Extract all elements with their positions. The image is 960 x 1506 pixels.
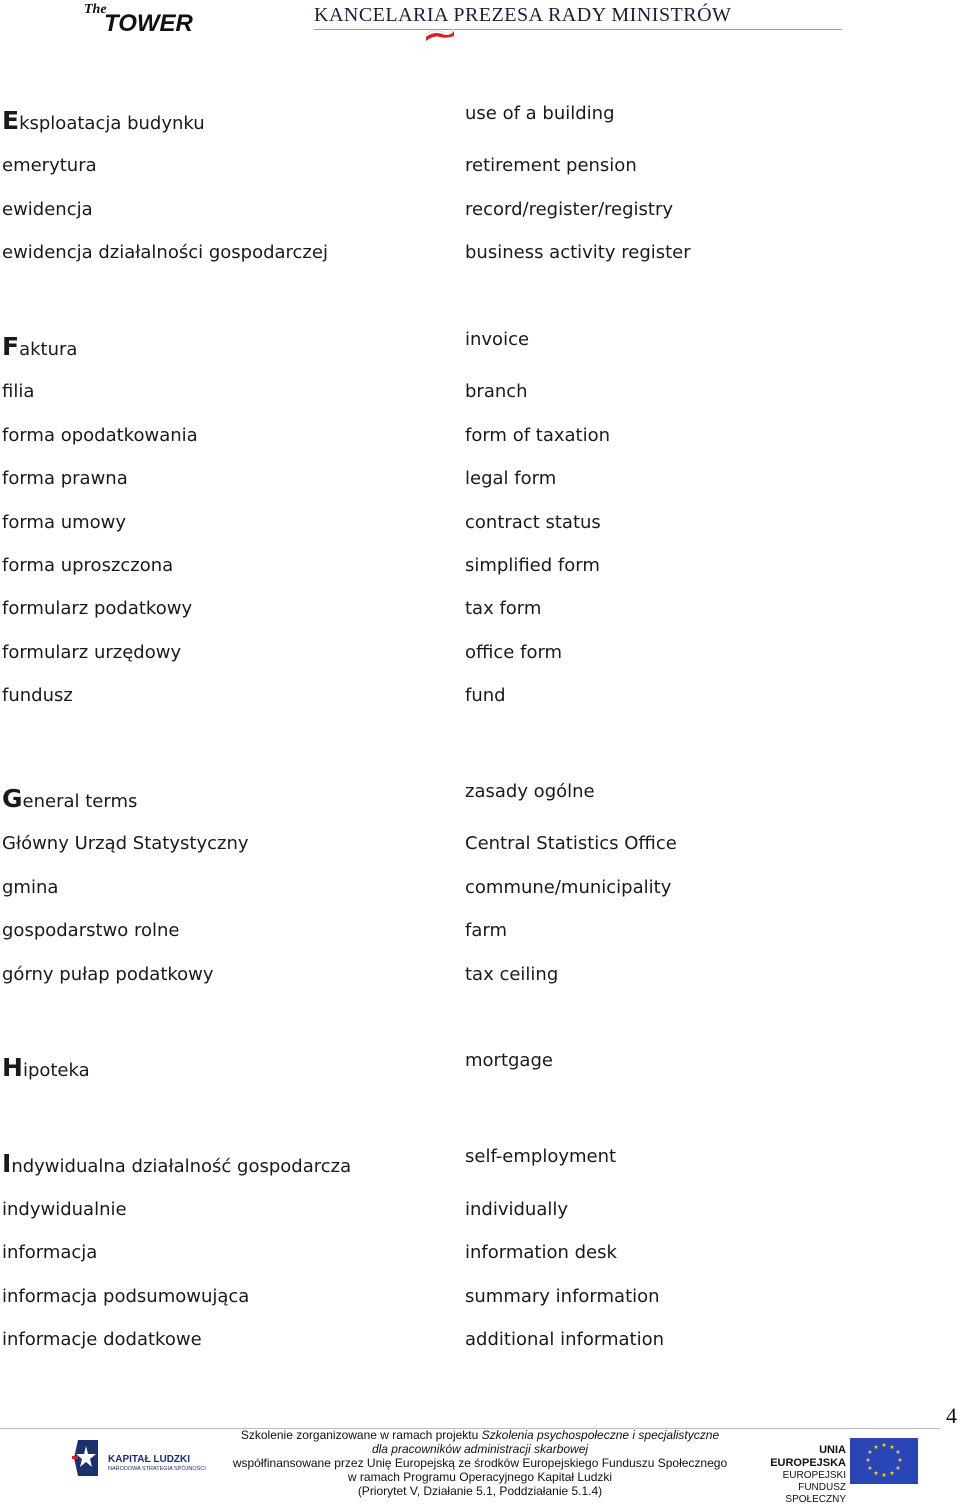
glossary-term: górny pułap podatkowy [2, 964, 214, 985]
svg-text:★: ★ [895, 1449, 901, 1456]
eu-flag-icon [850, 1438, 918, 1484]
glossary-translation: farm [465, 920, 507, 941]
glossary-translation: fund [465, 685, 506, 706]
glossary-translation: tax form [465, 598, 542, 619]
footer-line5: (Priorytet V, Działanie 5.1, Poddziałanie 5.1.4) [357, 1484, 603, 1498]
glossary-translation: tax ceiling [465, 964, 559, 985]
glossary-translation: use of a building [465, 103, 615, 124]
glossary-term: Faktura [2, 332, 78, 361]
glossary-translation: record/register/registry [465, 199, 674, 220]
svg-text:★: ★ [873, 1470, 879, 1477]
glossary-translation: information desk [465, 1242, 617, 1263]
glossary-term: ewidencja [2, 199, 93, 220]
footer-line4: w ramach Programu Operacyjnego Kapitał Ludzki [347, 1470, 613, 1484]
eu-label-line1: UNIA EUROPEJSKA [770, 1444, 846, 1469]
glossary-term: forma uproszczona [2, 555, 174, 576]
glossary-term: General terms [2, 784, 138, 813]
glossary-term: gmina [2, 877, 59, 898]
page-header [0, 0, 960, 50]
glossary-term: informacja [2, 1242, 98, 1263]
glossary-translation: individually [465, 1199, 569, 1220]
kapital-ludzki-emblem-icon [72, 1438, 102, 1478]
glossary-term: forma umowy [2, 512, 127, 533]
svg-text:★: ★ [895, 1465, 901, 1472]
svg-text:★: ★ [897, 1457, 903, 1464]
logo-tower-text: TOWER [104, 10, 193, 37]
svg-text:★: ★ [889, 1444, 895, 1451]
glossary-translation: summary information [465, 1286, 660, 1307]
glossary-term: formularz podatkowy [2, 598, 193, 619]
project-title: Szkolenia psychospołeczne i specjalistyczne [481, 1428, 720, 1442]
glossary-term: Hipoteka [2, 1053, 90, 1082]
glossary-translation: office form [465, 642, 563, 663]
kapital-ludzki-subtitle: NARODOWA STRATEGIA SPÓJNOŚCI [108, 1466, 206, 1472]
glossary-translation: zasady ogólne [465, 781, 595, 802]
glossary-term: fundusz [2, 685, 73, 706]
glossary-translation: business activity register [465, 242, 691, 263]
glossary-term: forma opodatkowania [2, 425, 198, 446]
project-funding-notice [220, 1428, 740, 1498]
glossary-translation: mortgage [465, 1050, 553, 1071]
glossary-translation: contract status [465, 512, 601, 533]
footer-line1: Szkolenie zorganizowane w ramach projektu [240, 1428, 482, 1442]
glossary-translation: self-employment [465, 1146, 617, 1167]
svg-text:★: ★ [865, 1457, 871, 1464]
glossary-term: informacje dodatkowe [2, 1329, 202, 1350]
svg-text:★: ★ [889, 1470, 895, 1477]
glossary-term: Główny Urząd Statystyczny [2, 833, 249, 854]
footer-line3: współfinansowane przez Unię Europejską ze środków Europejskiego Funduszu Społecznego [232, 1456, 728, 1470]
svg-text:★: ★ [881, 1442, 887, 1449]
eu-label-line2: EUROPEJSKI [782, 1470, 846, 1481]
polish-flag-icon [424, 28, 456, 42]
eu-fund-label [746, 1444, 846, 1506]
the-tower-logo [84, 2, 214, 42]
glossary-term: forma prawna [2, 468, 128, 489]
page-number: 4 [946, 1403, 957, 1428]
header-divider [314, 29, 842, 30]
glossary-translation: additional information [465, 1329, 665, 1350]
kapital-ludzki-title: KAPITAŁ LUDZKI [108, 1454, 191, 1465]
glossary-translation: legal form [465, 468, 557, 489]
svg-text:★: ★ [881, 1472, 887, 1479]
project-title-cont: dla pracowników administracji skarbowej [371, 1442, 589, 1456]
glossary-term: Eksploatacja budynku [2, 106, 205, 135]
institution-name: KANCELARIA PREZESA RADY MINISTRÓW [314, 4, 732, 26]
glossary-translation: invoice [465, 329, 530, 350]
glossary-term: formularz urzędowy [2, 642, 182, 663]
glossary-translation: simplified form [465, 555, 600, 576]
logo-the-text: The [84, 2, 107, 17]
glossary-term: gospodarstwo rolne [2, 920, 180, 941]
glossary-translation: commune/municipality [465, 877, 672, 898]
glossary-term: informacja podsumowująca [2, 1286, 250, 1307]
svg-text:★: ★ [867, 1465, 873, 1472]
eu-label-line3: FUNDUSZ SPOŁECZNY [785, 1482, 846, 1505]
glossary-term: emerytura [2, 155, 97, 176]
svg-text:★: ★ [873, 1444, 879, 1451]
glossary-term: Indywidualna działalność gospodarcza [2, 1149, 352, 1178]
glossary-translation: Central Statistics Office [465, 833, 677, 854]
glossary-translation: form of taxation [465, 425, 611, 446]
glossary-term: ewidencja działalności gospodarczej [2, 242, 328, 263]
svg-text:★: ★ [867, 1449, 873, 1456]
glossary-translation: branch [465, 381, 528, 402]
glossary-term: filia [2, 381, 35, 402]
glossary-term: indywidualnie [2, 1199, 127, 1220]
glossary-translation: retirement pension [465, 155, 637, 176]
